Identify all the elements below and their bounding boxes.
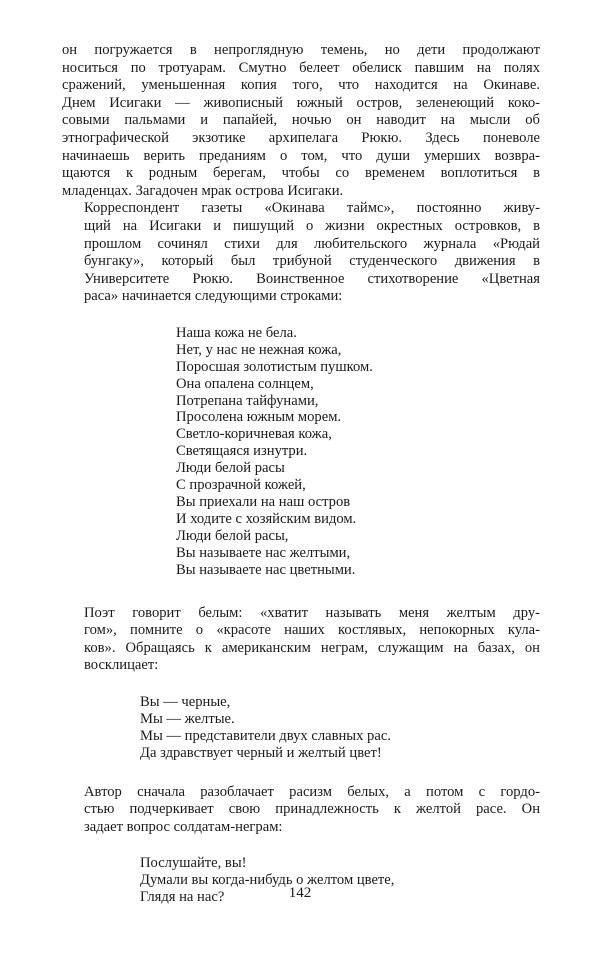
text-line: задает вопрос солдатам-неграм: bbox=[84, 818, 283, 835]
text-line: совыми пальмами и папайей, ночью он наводит на мысли об bbox=[62, 112, 540, 129]
text-line: младенцах. Загадочен мрак острова Исигаки. bbox=[62, 182, 344, 199]
text-line: Корреспондент газеты «Окинава таймс», постоянно живу- bbox=[84, 200, 540, 217]
text-line: этнографической экзотике архипелага Рюкю. Здесь поневоле bbox=[62, 129, 540, 146]
poem-line: Поросшая золотистым пушком. bbox=[176, 358, 373, 375]
poem-line: Светящаяся изнутри. bbox=[176, 443, 308, 460]
paragraph-correspondent bbox=[62, 200, 540, 306]
poem-line: Потрепана тайфунами, bbox=[176, 392, 319, 409]
poem-colored-race bbox=[176, 325, 540, 579]
text-line: стью подчеркивает свою принадлежность к желтой расе. Он bbox=[84, 801, 540, 818]
text-line: восклицает: bbox=[84, 657, 159, 674]
poem-line: Мы — желтые. bbox=[140, 710, 235, 727]
paragraph-author-exposes bbox=[62, 784, 540, 837]
poem-line: Мы — представители двух славных рас. bbox=[140, 727, 391, 744]
poem-line: Нет, у нас не нежная кожа, bbox=[176, 341, 342, 358]
poem-line: Послушайте, вы! bbox=[140, 855, 247, 872]
page-body bbox=[62, 42, 540, 906]
poem-line: Светло-коричневая кожа, bbox=[176, 426, 332, 443]
text-line: начинаешь верить преданиям о том, что души умерших возвра- bbox=[62, 147, 540, 164]
text-line: ков». Обращаясь к американским неграм, служащим на базах, он bbox=[84, 639, 540, 656]
text-line: Университете Рюкю. Воинственное стихотворение «Цветная bbox=[84, 270, 540, 287]
poem-line: Вы приехали на наш остров bbox=[176, 493, 351, 510]
poem-line: Вы называете нас цветными. bbox=[176, 561, 356, 578]
poem-line: Люди белой расы bbox=[176, 460, 285, 477]
text-line: щий на Исигаки и пишущий о жизни окрестных островков, в bbox=[84, 217, 540, 234]
text-line: Днем Исигаки — живописный южный остров, зеленеющий коко- bbox=[62, 94, 540, 111]
text-line: Автор сначала разоблачает расизм белых, а потом с гордо- bbox=[84, 783, 540, 800]
page-number: 142 bbox=[288, 885, 312, 901]
poem-black-and-yellow bbox=[140, 694, 540, 762]
paragraph-poet-speaks bbox=[62, 605, 540, 675]
paragraph-ishigaki-night bbox=[62, 42, 540, 200]
text-line: гом», помните о «красоте наших костлявых, непокорных кула- bbox=[84, 622, 540, 639]
text-line: щаются к родным берегам, чтобы со временем воплотиться в bbox=[62, 165, 540, 182]
poem-line: Она опалена солнцем, bbox=[176, 375, 314, 392]
poem-line: Да здравствует черный и желтый цвет! bbox=[140, 744, 382, 761]
poem-line: С прозрачной кожей, bbox=[176, 477, 306, 494]
poem-line: Глядя на нас? bbox=[140, 889, 225, 906]
poem-line: И ходите с хозяйским видом. bbox=[176, 510, 357, 527]
text-line: он погружается в непроглядную темень, но дети продолжают bbox=[62, 42, 540, 58]
poem-line: Люди белой расы, bbox=[176, 527, 289, 544]
poem-line: Вы называете нас желтыми, bbox=[176, 544, 351, 561]
poem-line: Наша кожа не бела. bbox=[176, 324, 297, 341]
text-line: бунгаку», который был трибуной студенческого движения в bbox=[84, 253, 540, 270]
poem-line: Просолена южным морем. bbox=[176, 409, 342, 426]
text-line: Поэт говорит белым: «хватит называть меня желтым дру- bbox=[84, 604, 540, 621]
poem-line: Вы — черные, bbox=[140, 693, 231, 710]
text-line: прошлом сочинял стихи для любительского журнала «Рюдай bbox=[84, 235, 540, 252]
text-line: носиться по тротуарам. Смутно белеет обелиск павшим на полях bbox=[62, 59, 540, 76]
text-line: сражений, уменьшенная копия того, что находится на Окинаве. bbox=[62, 77, 540, 94]
poem-line: Думали вы когда-нибудь о желтом цвете, bbox=[140, 872, 395, 889]
text-line: раса» начинается следующими строками: bbox=[84, 288, 343, 305]
